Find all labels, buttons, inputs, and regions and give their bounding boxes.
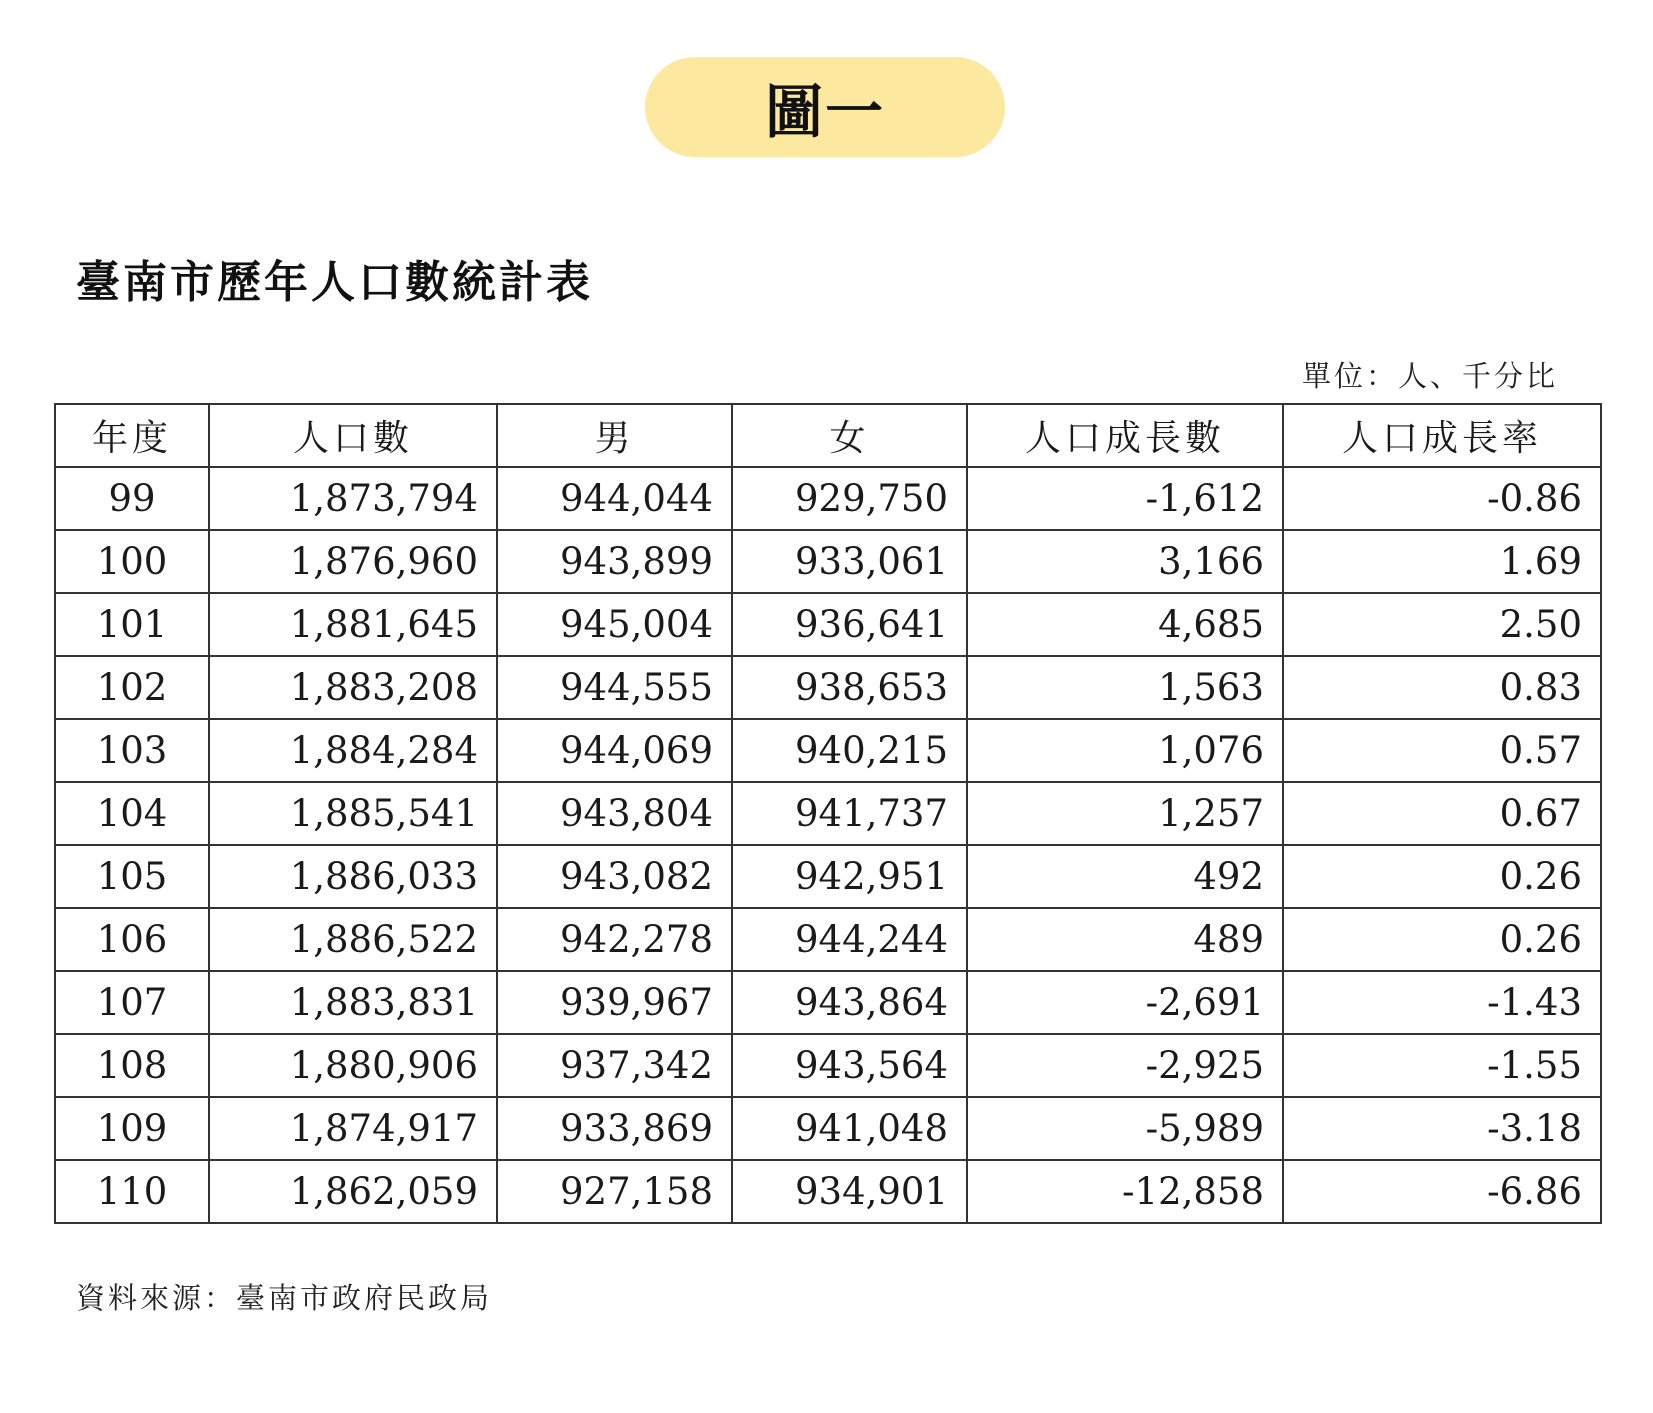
cell-population: 1,881,645 bbox=[209, 593, 497, 656]
cell-male: 942,278 bbox=[497, 908, 732, 971]
header-year: 年度 bbox=[55, 404, 209, 467]
table-header-row bbox=[55, 404, 1601, 467]
cell-growth-count: -2,691 bbox=[967, 971, 1283, 1034]
table-row bbox=[55, 971, 1601, 1034]
cell-female: 944,244 bbox=[732, 908, 967, 971]
cell-population: 1,874,917 bbox=[209, 1097, 497, 1160]
cell-female: 933,061 bbox=[732, 530, 967, 593]
table-row bbox=[55, 908, 1601, 971]
table-row bbox=[55, 1034, 1601, 1097]
cell-male: 943,082 bbox=[497, 845, 732, 908]
cell-population: 1,883,831 bbox=[209, 971, 497, 1034]
figure-badge bbox=[645, 57, 1005, 157]
population-table bbox=[54, 403, 1602, 1224]
table-row bbox=[55, 719, 1601, 782]
cell-population: 1,886,033 bbox=[209, 845, 497, 908]
cell-growth-rate: 0.83 bbox=[1283, 656, 1601, 719]
cell-population: 1,880,906 bbox=[209, 1034, 497, 1097]
cell-growth-count: -5,989 bbox=[967, 1097, 1283, 1160]
cell-growth-count: 492 bbox=[967, 845, 1283, 908]
document-title: 臺南市歷年人口數統計表 bbox=[76, 257, 593, 308]
cell-male: 933,869 bbox=[497, 1097, 732, 1160]
table-row bbox=[55, 782, 1601, 845]
cell-year: 107 bbox=[55, 971, 209, 1034]
cell-year: 100 bbox=[55, 530, 209, 593]
cell-growth-count: 1,076 bbox=[967, 719, 1283, 782]
unit-note: 單位：人、千分比 bbox=[1301, 359, 1558, 393]
table-row bbox=[55, 530, 1601, 593]
cell-year: 108 bbox=[55, 1034, 209, 1097]
table-row bbox=[55, 1160, 1601, 1223]
cell-population: 1,886,522 bbox=[209, 908, 497, 971]
cell-growth-rate: 0.26 bbox=[1283, 845, 1601, 908]
cell-male: 943,899 bbox=[497, 530, 732, 593]
table-row bbox=[55, 593, 1601, 656]
cell-year: 99 bbox=[55, 467, 209, 530]
table-row bbox=[55, 656, 1601, 719]
cell-growth-count: 4,685 bbox=[967, 593, 1283, 656]
cell-growth-rate: 1.69 bbox=[1283, 530, 1601, 593]
cell-growth-rate: -6.86 bbox=[1283, 1160, 1601, 1223]
cell-population: 1,885,541 bbox=[209, 782, 497, 845]
cell-year: 106 bbox=[55, 908, 209, 971]
cell-female: 934,901 bbox=[732, 1160, 967, 1223]
cell-growth-count: 489 bbox=[967, 908, 1283, 971]
cell-growth-count: 1,257 bbox=[967, 782, 1283, 845]
cell-male: 943,804 bbox=[497, 782, 732, 845]
cell-growth-rate: -1.55 bbox=[1283, 1034, 1601, 1097]
cell-year: 104 bbox=[55, 782, 209, 845]
cell-year: 102 bbox=[55, 656, 209, 719]
source-note: 資料來源：臺南市政府民政局 bbox=[76, 1281, 493, 1315]
cell-year: 105 bbox=[55, 845, 209, 908]
cell-growth-rate: 0.26 bbox=[1283, 908, 1601, 971]
cell-male: 937,342 bbox=[497, 1034, 732, 1097]
cell-year: 101 bbox=[55, 593, 209, 656]
cell-female: 940,215 bbox=[732, 719, 967, 782]
cell-male: 939,967 bbox=[497, 971, 732, 1034]
header-male: 男 bbox=[497, 404, 732, 467]
cell-population: 1,883,208 bbox=[209, 656, 497, 719]
cell-female: 941,048 bbox=[732, 1097, 967, 1160]
cell-male: 944,069 bbox=[497, 719, 732, 782]
cell-growth-count: 1,563 bbox=[967, 656, 1283, 719]
cell-year: 109 bbox=[55, 1097, 209, 1160]
cell-female: 938,653 bbox=[732, 656, 967, 719]
cell-growth-rate: -1.43 bbox=[1283, 971, 1601, 1034]
cell-growth-rate: -3.18 bbox=[1283, 1097, 1601, 1160]
table-row bbox=[55, 467, 1601, 530]
cell-population: 1,862,059 bbox=[209, 1160, 497, 1223]
cell-female: 936,641 bbox=[732, 593, 967, 656]
figure-label: 圖一 bbox=[764, 78, 885, 146]
cell-growth-rate: 2.50 bbox=[1283, 593, 1601, 656]
cell-male: 927,158 bbox=[497, 1160, 732, 1223]
cell-growth-rate: 0.67 bbox=[1283, 782, 1601, 845]
cell-female: 943,864 bbox=[732, 971, 967, 1034]
cell-growth-count: -1,612 bbox=[967, 467, 1283, 530]
cell-population: 1,876,960 bbox=[209, 530, 497, 593]
cell-population: 1,873,794 bbox=[209, 467, 497, 530]
cell-female: 941,737 bbox=[732, 782, 967, 845]
cell-growth-count: -12,858 bbox=[967, 1160, 1283, 1223]
header-growth-count: 人口成長數 bbox=[967, 404, 1283, 467]
cell-male: 944,044 bbox=[497, 467, 732, 530]
cell-population: 1,884,284 bbox=[209, 719, 497, 782]
header-population: 人口數 bbox=[209, 404, 497, 467]
cell-growth-rate: -0.86 bbox=[1283, 467, 1601, 530]
cell-year: 103 bbox=[55, 719, 209, 782]
cell-male: 944,555 bbox=[497, 656, 732, 719]
header-female: 女 bbox=[732, 404, 967, 467]
cell-growth-count: -2,925 bbox=[967, 1034, 1283, 1097]
cell-growth-rate: 0.57 bbox=[1283, 719, 1601, 782]
table-body bbox=[55, 467, 1601, 1223]
table-row bbox=[55, 845, 1601, 908]
cell-female: 929,750 bbox=[732, 467, 967, 530]
cell-male: 945,004 bbox=[497, 593, 732, 656]
cell-female: 943,564 bbox=[732, 1034, 967, 1097]
table-row bbox=[55, 1097, 1601, 1160]
cell-year: 110 bbox=[55, 1160, 209, 1223]
header-growth-rate: 人口成長率 bbox=[1283, 404, 1601, 467]
cell-female: 942,951 bbox=[732, 845, 967, 908]
cell-growth-count: 3,166 bbox=[967, 530, 1283, 593]
